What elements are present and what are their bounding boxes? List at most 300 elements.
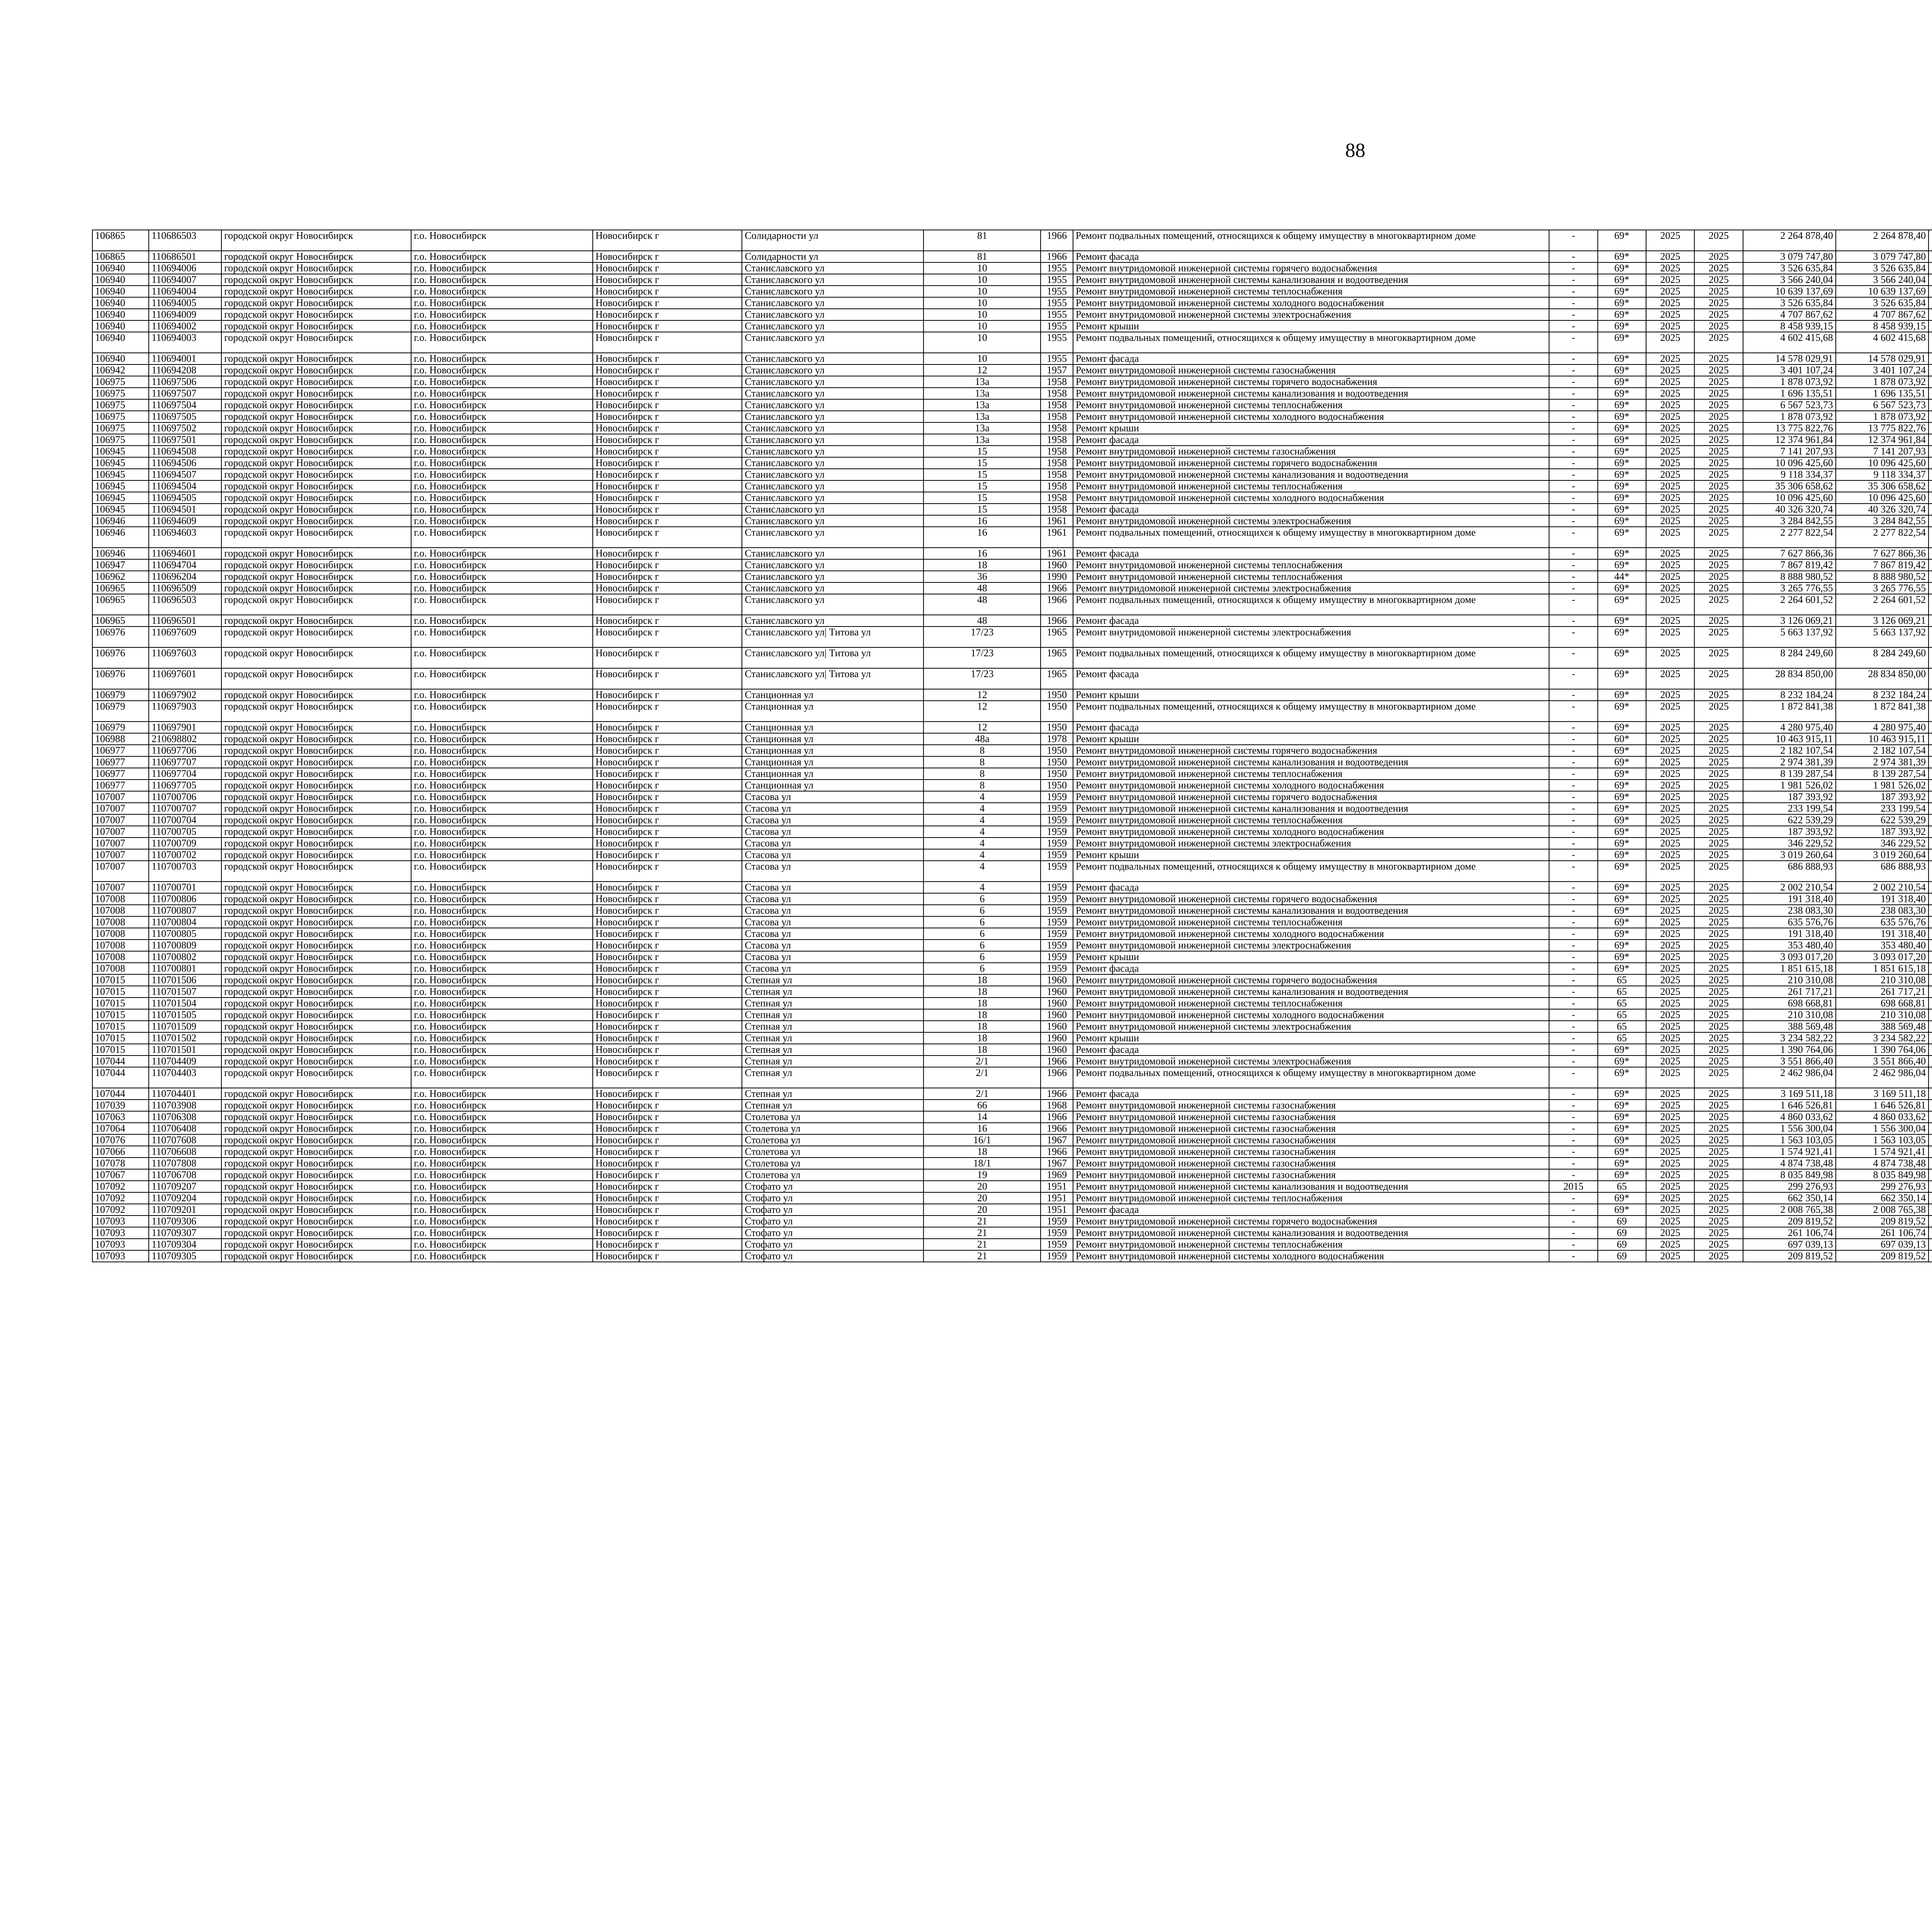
cell-plan-year-start: 2025 [1646,1192,1694,1204]
cell-wear-score: 69* [1598,297,1646,309]
cell-build-year: 1957 [1041,364,1073,376]
cell-wear-score: 69* [1598,1111,1646,1123]
cell-total-cost: 1 981 526,02 [1743,780,1836,791]
cell-municipality: городской округ Новосибирск [221,1181,411,1192]
cell-last-repair-year: - [1549,1044,1597,1056]
table-row [92,701,1932,722]
cell-street: Станционная ул [742,745,923,756]
cell-house-id: 106945 [92,492,149,504]
cell-plan-year-end: 2025 [1694,1044,1743,1056]
table-row [92,615,1932,627]
cell-fund-cost: 388 569,48 [1836,1021,1929,1032]
cell-last-repair-year: - [1549,515,1597,527]
cell-plan-year-end: 2025 [1694,745,1743,756]
cell-wear-score: 69* [1598,504,1646,515]
cell-plan-year-end: 2025 [1694,1009,1743,1021]
cell-total-cost: 10 463 915,11 [1743,733,1836,745]
cell-house-number: 48а [923,733,1041,745]
cell-budget-federal [1929,668,1932,689]
cell-build-year: 1959 [1041,791,1073,803]
cell-total-cost: 191 318,40 [1743,893,1836,905]
cell-fund-cost: 1 563 103,05 [1836,1134,1929,1146]
cell-house-id: 106942 [92,364,149,376]
cell-plan-year-start: 2025 [1646,701,1694,722]
cell-plan-year-end: 2025 [1694,1123,1743,1134]
cell-work-type: Ремонт внутридомовой инженерной системы канализования и водоотведения [1073,388,1549,399]
cell-plan-year-start: 2025 [1646,1169,1694,1181]
cell-total-cost: 2 974 381,39 [1743,756,1836,768]
table-row [92,1100,1932,1111]
cell-total-cost: 388 569,48 [1743,1021,1836,1032]
cell-work-code: 110697901 [149,722,221,733]
cell-street: Стофато ул [742,1250,923,1262]
cell-house-id: 106946 [92,527,149,548]
cell-street: Станиславского ул [742,615,923,627]
cell-work-type: Ремонт внутридомовой инженерной системы газоснабжения [1073,1111,1549,1123]
cell-city: Новосибирск г [593,1250,742,1262]
cell-house-number: 2/1 [923,1088,1041,1100]
cell-plan-year-start: 2025 [1646,446,1694,457]
cell-plan-year-start: 2025 [1646,756,1694,768]
cell-work-code: 110704403 [149,1067,221,1088]
cell-wear-score: 69* [1598,399,1646,411]
cell-work-code: 110694501 [149,504,221,515]
cell-wear-score: 65 [1598,986,1646,998]
cell-house-id: 106945 [92,446,149,457]
cell-street: Станционная ул [742,768,923,780]
cell-budget-federal [1929,446,1932,457]
cell-house-id: 107015 [92,1044,149,1056]
cell-municipality: городской округ Новосибирск [221,701,411,722]
cell-total-cost: 6 567 523,73 [1743,399,1836,411]
cell-work-code: 110700709 [149,838,221,849]
table-row [92,756,1932,768]
cell-plan-year-start: 2025 [1646,251,1694,262]
cell-wear-score: 65 [1598,1009,1646,1021]
cell-plan-year-start: 2025 [1646,548,1694,559]
cell-budget-federal [1929,1009,1932,1021]
cell-fund-cost: 1 981 526,02 [1836,780,1929,791]
cell-budget-federal [1929,1227,1932,1239]
cell-plan-year-end: 2025 [1694,940,1743,951]
cell-municipality: городской округ Новосибирск [221,1088,411,1100]
cell-work-type: Ремонт внутридомовой инженерной системы электроснабжения [1073,1056,1549,1067]
cell-plan-year-start: 2025 [1646,1123,1694,1134]
cell-urban-district: г.о. Новосибирск [411,376,593,388]
cell-plan-year-end: 2025 [1694,515,1743,527]
cell-urban-district: г.о. Новосибирск [411,756,593,768]
cell-urban-district: г.о. Новосибирск [411,457,593,469]
cell-total-cost: 1 563 103,05 [1743,1134,1836,1146]
cell-municipality: городской округ Новосибирск [221,1250,411,1262]
cell-budget-federal [1929,615,1932,627]
cell-municipality: городской округ Новосибирск [221,733,411,745]
cell-urban-district: г.о. Новосибирск [411,893,593,905]
cell-urban-district: г.о. Новосибирск [411,1146,593,1158]
cell-last-repair-year: - [1549,399,1597,411]
cell-house-number: 18 [923,1009,1041,1021]
cell-budget-federal [1929,1216,1932,1227]
cell-budget-federal [1929,1032,1932,1044]
cell-municipality: городской округ Новосибирск [221,756,411,768]
cell-last-repair-year: - [1549,951,1597,963]
cell-total-cost: 3 169 511,18 [1743,1088,1836,1100]
cell-fund-cost: 2 002 210,54 [1836,882,1929,893]
cell-fund-cost: 1 556 300,04 [1836,1123,1929,1134]
cell-municipality: городской округ Новосибирск [221,411,411,422]
cell-plan-year-start: 2025 [1646,803,1694,814]
cell-plan-year-start: 2025 [1646,388,1694,399]
cell-plan-year-end: 2025 [1694,1111,1743,1123]
cell-urban-district: г.о. Новосибирск [411,998,593,1009]
cell-build-year: 1959 [1041,1250,1073,1262]
cell-house-number: 8 [923,768,1041,780]
cell-plan-year-start: 2025 [1646,722,1694,733]
cell-last-repair-year: - [1549,1134,1597,1146]
cell-work-code: 110697707 [149,756,221,768]
cell-budget-federal [1929,998,1932,1009]
cell-total-cost: 3 284 842,55 [1743,515,1836,527]
cell-fund-cost: 3 079 747,80 [1836,251,1929,262]
cell-house-id: 106965 [92,594,149,615]
cell-urban-district: г.о. Новосибирск [411,1158,593,1169]
cell-street: Солидарности ул [742,251,923,262]
cell-budget-federal [1929,803,1932,814]
cell-fund-cost: 4 874 738,48 [1836,1158,1929,1169]
page-number: 88 [1345,140,1366,162]
cell-municipality: городской округ Новосибирск [221,940,411,951]
cell-street: Степная ул [742,1044,923,1056]
table-row [92,916,1932,928]
cell-total-cost: 7 867 819,42 [1743,559,1836,571]
cell-total-cost: 1 878 073,92 [1743,411,1836,422]
cell-house-number: 4 [923,861,1041,882]
cell-build-year: 1955 [1041,286,1073,297]
cell-work-type: Ремонт внутридомовой инженерной системы газоснабжения [1073,446,1549,457]
cell-build-year: 1961 [1041,527,1073,548]
cell-last-repair-year: - [1549,332,1597,353]
cell-street: Стофато ул [742,1239,923,1250]
cell-budget-federal [1929,1158,1932,1169]
cell-work-code: 110700703 [149,861,221,882]
cell-house-id: 106979 [92,689,149,701]
cell-work-code: 110706608 [149,1146,221,1158]
cell-municipality: городской округ Новосибирск [221,309,411,320]
table-row [92,411,1932,422]
table-row [92,1169,1932,1181]
cell-total-cost: 2 002 210,54 [1743,882,1836,893]
cell-fund-cost: 35 306 658,62 [1836,480,1929,492]
cell-house-id: 107008 [92,951,149,963]
cell-street: Станиславского ул [742,399,923,411]
cell-last-repair-year: - [1549,780,1597,791]
cell-build-year: 1959 [1041,861,1073,882]
cell-total-cost: 622 539,29 [1743,814,1836,826]
cell-house-id: 106940 [92,262,149,274]
cell-build-year: 1959 [1041,838,1073,849]
cell-city: Новосибирск г [593,1134,742,1146]
cell-plan-year-end: 2025 [1694,756,1743,768]
cell-street: Стасова ул [742,826,923,838]
cell-work-code: 110697501 [149,434,221,446]
cell-last-repair-year: - [1549,838,1597,849]
cell-street: Станиславского ул [742,353,923,364]
cell-street: Стасова ул [742,928,923,940]
cell-total-cost: 686 888,93 [1743,861,1836,882]
cell-total-cost: 238 083,30 [1743,905,1836,916]
cell-build-year: 1960 [1041,1044,1073,1056]
cell-fund-cost: 3 401 107,24 [1836,364,1929,376]
cell-build-year: 1958 [1041,434,1073,446]
cell-work-type: Ремонт внутридомовой инженерной системы холодного водоснабжения [1073,1250,1549,1262]
cell-wear-score: 69* [1598,388,1646,399]
cell-plan-year-start: 2025 [1646,332,1694,353]
cell-work-type: Ремонт внутридомовой инженерной системы горячего водоснабжения [1073,791,1549,803]
table-row [92,515,1932,527]
cell-last-repair-year: - [1549,364,1597,376]
cell-build-year: 1958 [1041,480,1073,492]
cell-urban-district: г.о. Новосибирск [411,1088,593,1100]
cell-work-code: 110694001 [149,353,221,364]
cell-urban-district: г.о. Новосибирск [411,274,593,286]
cell-street: Стасова ул [742,916,923,928]
cell-work-code: 110709304 [149,1239,221,1250]
cell-house-id: 106976 [92,647,149,668]
cell-build-year: 1958 [1041,411,1073,422]
cell-work-code: 110701506 [149,974,221,986]
cell-wear-score: 65 [1598,974,1646,986]
cell-wear-score: 69* [1598,353,1646,364]
cell-fund-cost: 187 393,92 [1836,826,1929,838]
cell-budget-federal [1929,388,1932,399]
cell-city: Новосибирск г [593,309,742,320]
cell-urban-district: г.о. Новосибирск [411,1181,593,1192]
table-row [92,1111,1932,1123]
cell-house-number: 16/1 [923,1134,1041,1146]
cell-plan-year-start: 2025 [1646,814,1694,826]
cell-work-code: 110694504 [149,480,221,492]
cell-plan-year-start: 2025 [1646,745,1694,756]
cell-last-repair-year: - [1549,571,1597,582]
cell-budget-federal [1929,527,1932,548]
cell-house-id: 107007 [92,849,149,861]
cell-build-year: 1966 [1041,1146,1073,1158]
table-row [92,1067,1932,1088]
cell-fund-cost: 635 576,76 [1836,916,1929,928]
cell-house-number: 81 [923,230,1041,251]
cell-work-code: 110694506 [149,457,221,469]
cell-fund-cost: 40 326 320,74 [1836,504,1929,515]
cell-plan-year-start: 2025 [1646,940,1694,951]
cell-build-year: 1950 [1041,745,1073,756]
cell-house-id: 106965 [92,582,149,594]
cell-total-cost: 662 350,14 [1743,1192,1836,1204]
cell-house-number: 12 [923,701,1041,722]
cell-wear-score: 69* [1598,527,1646,548]
cell-work-type: Ремонт внутридомовой инженерной системы электроснабжения [1073,309,1549,320]
cell-city: Новосибирск г [593,963,742,974]
cell-municipality: городской округ Новосибирск [221,1123,411,1134]
cell-plan-year-end: 2025 [1694,1032,1743,1044]
cell-work-code: 110697506 [149,376,221,388]
cell-total-cost: 1 872 841,38 [1743,701,1836,722]
cell-fund-cost: 4 860 033,62 [1836,1111,1929,1123]
cell-city: Новосибирск г [593,916,742,928]
cell-plan-year-start: 2025 [1646,689,1694,701]
cell-fund-cost: 3 551 866,40 [1836,1056,1929,1067]
cell-house-number: 4 [923,849,1041,861]
cell-city: Новосибирск г [593,376,742,388]
cell-budget-federal [1929,951,1932,963]
cell-house-id: 107092 [92,1192,149,1204]
cell-plan-year-start: 2025 [1646,974,1694,986]
cell-wear-score: 69* [1598,1146,1646,1158]
cell-wear-score: 69* [1598,1123,1646,1134]
cell-plan-year-start: 2025 [1646,986,1694,998]
cell-house-number: 18 [923,1032,1041,1044]
cell-house-number: 21 [923,1216,1041,1227]
cell-total-cost: 5 663 137,92 [1743,627,1836,647]
table-row [92,1123,1932,1134]
cell-last-repair-year: - [1549,297,1597,309]
cell-last-repair-year: - [1549,262,1597,274]
cell-fund-cost: 622 539,29 [1836,814,1929,826]
cell-urban-district: г.о. Новосибирск [411,1032,593,1044]
cell-city: Новосибирск г [593,422,742,434]
cell-fund-cost: 3 284 842,55 [1836,515,1929,527]
cell-wear-score: 69* [1598,916,1646,928]
cell-build-year: 1960 [1041,559,1073,571]
cell-municipality: городской округ Новосибирск [221,1021,411,1032]
cell-last-repair-year: - [1549,480,1597,492]
cell-work-code: 110700701 [149,882,221,893]
cell-work-type: Ремонт внутридомовой инженерной системы холодного водоснабжения [1073,492,1549,504]
cell-work-code: 110696501 [149,615,221,627]
cell-total-cost: 8 035 849,98 [1743,1169,1836,1181]
cell-urban-district: г.о. Новосибирск [411,768,593,780]
cell-wear-score: 69* [1598,791,1646,803]
cell-urban-district: г.о. Новосибирск [411,803,593,814]
cell-urban-district: г.о. Новосибирск [411,838,593,849]
cell-municipality: городской округ Новосибирск [221,905,411,916]
cell-budget-federal [1929,733,1932,745]
cell-work-code: 110696509 [149,582,221,594]
cell-budget-federal [1929,963,1932,974]
cell-plan-year-end: 2025 [1694,548,1743,559]
cell-work-type: Ремонт внутридомовой инженерной системы электроснабжения [1073,582,1549,594]
cell-total-cost: 3 265 776,55 [1743,582,1836,594]
cell-last-repair-year: - [1549,1239,1597,1250]
cell-work-type: Ремонт внутридомовой инженерной системы теплоснабжения [1073,399,1549,411]
cell-house-number: 20 [923,1204,1041,1216]
cell-city: Новосибирск г [593,1192,742,1204]
cell-work-code: 110694002 [149,320,221,332]
cell-work-type: Ремонт внутридомовой инженерной системы канализования и водоотведения [1073,986,1549,998]
cell-budget-federal [1929,297,1932,309]
table-row [92,951,1932,963]
cell-fund-cost: 3 526 635,84 [1836,262,1929,274]
cell-city: Новосибирск г [593,594,742,615]
cell-last-repair-year: 2015 [1549,1181,1597,1192]
cell-street: Степная ул [742,986,923,998]
cell-wear-score: 65 [1598,1032,1646,1044]
cell-build-year: 1966 [1041,1111,1073,1123]
cell-plan-year-start: 2025 [1646,928,1694,940]
cell-urban-district: г.о. Новосибирск [411,615,593,627]
cell-budget-federal [1929,480,1932,492]
cell-wear-score: 69* [1598,814,1646,826]
cell-municipality: городской округ Новосибирск [221,1067,411,1088]
cell-city: Новосибирск г [593,615,742,627]
cell-total-cost: 12 374 961,84 [1743,434,1836,446]
cell-plan-year-start: 2025 [1646,320,1694,332]
cell-wear-score: 69* [1598,722,1646,733]
cell-municipality: городской округ Новосибирск [221,527,411,548]
cell-plan-year-end: 2025 [1694,1021,1743,1032]
cell-total-cost: 2 264 601,52 [1743,594,1836,615]
cell-house-id: 106977 [92,780,149,791]
cell-house-id: 106940 [92,320,149,332]
cell-city: Новосибирск г [593,1169,742,1181]
cell-budget-federal [1929,1146,1932,1158]
cell-house-number: 8 [923,756,1041,768]
cell-street: Степная ул [742,974,923,986]
cell-urban-district: г.о. Новосибирск [411,1100,593,1111]
cell-house-number: 13а [923,399,1041,411]
cell-city: Новосибирск г [593,446,742,457]
cell-work-type: Ремонт внутридомовой инженерной системы электроснабжения [1073,627,1549,647]
cell-build-year: 1959 [1041,905,1073,916]
cell-street: Стасова ул [742,963,923,974]
cell-street: Станиславского ул [742,274,923,286]
cell-budget-federal [1929,1192,1932,1204]
cell-house-number: 66 [923,1100,1041,1111]
cell-municipality: городской округ Новосибирск [221,582,411,594]
cell-urban-district: г.о. Новосибирск [411,722,593,733]
cell-plan-year-start: 2025 [1646,1111,1694,1123]
cell-street: Стасова ул [742,803,923,814]
cell-total-cost: 3 526 635,84 [1743,262,1836,274]
cell-fund-cost: 8 458 939,15 [1836,320,1929,332]
cell-municipality: городской округ Новосибирск [221,1134,411,1146]
cell-wear-score: 69* [1598,882,1646,893]
cell-work-code: 110700702 [149,849,221,861]
cell-plan-year-end: 2025 [1694,388,1743,399]
cell-build-year: 1966 [1041,251,1073,262]
cell-last-repair-year: - [1549,1216,1597,1227]
cell-build-year: 1958 [1041,469,1073,480]
cell-budget-federal [1929,251,1932,262]
cell-fund-cost: 8 139 287,54 [1836,768,1929,780]
cell-municipality: городской округ Новосибирск [221,286,411,297]
cell-build-year: 1955 [1041,320,1073,332]
cell-street: Станиславского ул [742,457,923,469]
cell-municipality: городской округ Новосибирск [221,1100,411,1111]
cell-plan-year-end: 2025 [1694,615,1743,627]
cell-fund-cost: 13 775 822,76 [1836,422,1929,434]
table-row [92,422,1932,434]
cell-last-repair-year: - [1549,768,1597,780]
cell-city: Новосибирск г [593,951,742,963]
cell-city: Новосибирск г [593,998,742,1009]
cell-house-id: 106940 [92,274,149,286]
cell-city: Новосибирск г [593,399,742,411]
cell-plan-year-end: 2025 [1694,826,1743,838]
cell-wear-score: 69* [1598,1192,1646,1204]
cell-plan-year-end: 2025 [1694,1239,1743,1250]
cell-plan-year-start: 2025 [1646,882,1694,893]
cell-urban-district: г.о. Новосибирск [411,364,593,376]
